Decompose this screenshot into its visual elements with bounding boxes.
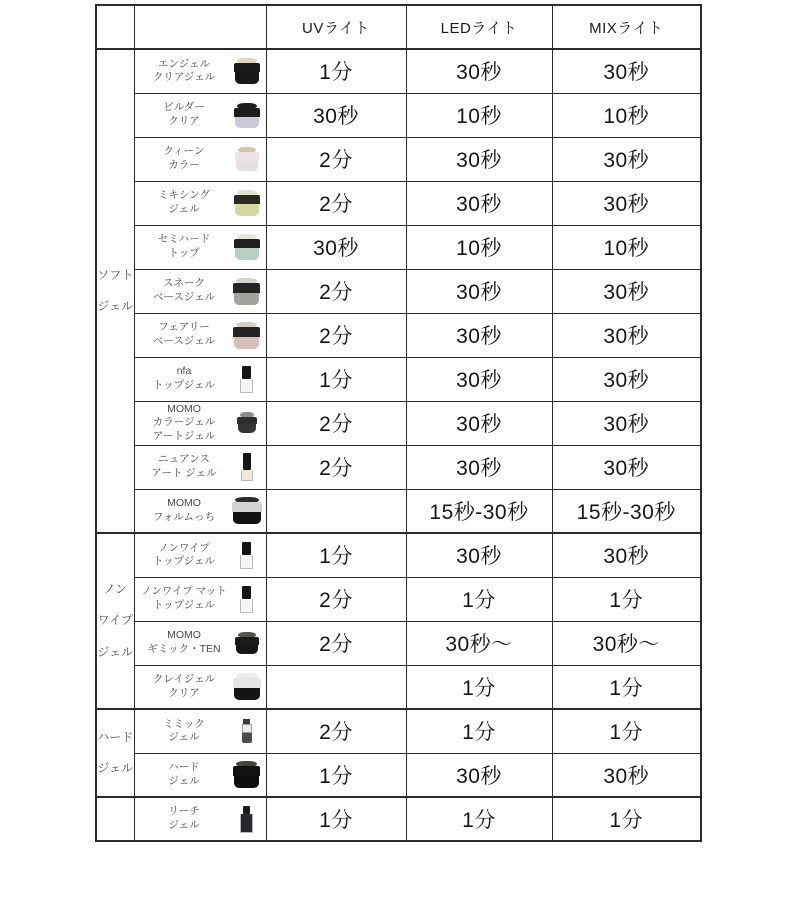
product-name xyxy=(138,189,231,216)
table-row xyxy=(96,797,701,841)
product-name xyxy=(138,365,231,392)
mix-time-cell: 30秒 xyxy=(552,49,701,93)
product-name-line: エンジェル xyxy=(157,57,211,70)
uv-time-cell: 2分 xyxy=(266,137,406,181)
led-time-cell: 10秒 xyxy=(406,93,552,137)
product-cell xyxy=(134,797,266,841)
mix-time-cell: 30秒 xyxy=(552,181,701,225)
mix-time-cell: 1分 xyxy=(552,577,701,621)
product-name-line: セミハード xyxy=(157,233,211,246)
product-cell xyxy=(134,621,266,665)
table-row xyxy=(96,577,701,621)
mix-time-cell: 10秒 xyxy=(552,225,701,269)
product-name-line: クィーン xyxy=(163,145,205,158)
product-name-line: リーチ xyxy=(168,805,200,818)
table-row xyxy=(96,93,701,137)
product-name-line: ジェル xyxy=(168,731,200,744)
product-name xyxy=(138,718,231,745)
table-row xyxy=(96,225,701,269)
momo-gimmick-ten-jar-icon xyxy=(235,632,259,654)
led-time-cell: 30秒 xyxy=(406,49,552,93)
category-cell-2 xyxy=(96,709,134,797)
product-name-line: アートジェル xyxy=(152,429,216,442)
product-icon-wrap xyxy=(231,412,263,433)
product-cell xyxy=(134,225,266,269)
uv-time-cell: 2分 xyxy=(266,181,406,225)
product-cell xyxy=(134,137,266,181)
mix-time-cell: 15秒-30秒 xyxy=(552,489,701,533)
mix-time-cell: 10秒 xyxy=(552,93,701,137)
header-col-mix-light: MIXライト xyxy=(552,5,701,49)
nuance-art-bottle-icon xyxy=(241,453,253,481)
product-name-line: スネーク xyxy=(163,277,205,290)
product-inner xyxy=(138,189,263,216)
uv-time-cell: 2分 xyxy=(266,445,406,489)
builder-clear-jar-icon xyxy=(234,103,260,128)
momo-color-gel-jar-icon xyxy=(237,412,257,433)
category-label-line: ハード xyxy=(97,729,134,744)
led-time-cell: 30秒 xyxy=(406,181,552,225)
uv-time-cell: 1分 xyxy=(266,797,406,841)
table-row xyxy=(96,489,701,533)
uv-time-cell xyxy=(266,489,406,533)
product-icon-wrap xyxy=(231,632,263,654)
product-cell xyxy=(134,489,266,533)
product-name-line: ジェル xyxy=(168,774,200,787)
product-cell xyxy=(134,445,266,489)
category-cell-1 xyxy=(96,533,134,709)
product-cell xyxy=(134,269,266,313)
uv-time-cell: 2分 xyxy=(266,621,406,665)
led-time-cell: 1分 xyxy=(406,709,552,753)
product-name-line: トップジェル xyxy=(152,599,216,611)
product-name-line: ミミック xyxy=(163,717,205,730)
mix-time-cell: 1分 xyxy=(552,709,701,753)
category-label-line: ノン xyxy=(103,582,128,597)
product-icon-wrap xyxy=(231,542,263,569)
nfa-top-bottle-icon xyxy=(240,366,253,393)
nonwipe-top-bottle-icon xyxy=(240,542,253,569)
product-cell xyxy=(134,577,266,621)
mix-time-cell: 1分 xyxy=(552,797,701,841)
hard-gel-jar-icon xyxy=(233,761,260,788)
product-icon-wrap xyxy=(231,278,263,305)
table-row xyxy=(96,137,701,181)
category-label-line: ジェル xyxy=(97,761,134,775)
category-cell-0 xyxy=(96,49,134,533)
product-name xyxy=(138,585,231,612)
mimic-gel-tube-icon xyxy=(242,719,252,743)
product-inner xyxy=(138,233,263,260)
mix-time-cell: 30秒 xyxy=(552,269,701,313)
product-name-line: nfa xyxy=(176,365,192,378)
product-icon-wrap xyxy=(231,806,263,833)
product-name xyxy=(138,233,231,260)
product-inner xyxy=(138,761,263,788)
product-inner xyxy=(138,58,263,85)
product-inner xyxy=(138,542,263,569)
led-time-cell: 30秒 xyxy=(406,401,552,445)
product-inner xyxy=(138,497,263,524)
product-name xyxy=(138,321,231,348)
product-name-line: MOMO xyxy=(167,497,201,510)
product-name-line: MOMO xyxy=(167,402,201,415)
product-inner xyxy=(138,365,263,392)
uv-time-cell xyxy=(266,665,406,709)
led-time-cell: 1分 xyxy=(406,797,552,841)
product-name xyxy=(138,277,231,304)
reach-gel-bottle-icon xyxy=(240,806,253,833)
table-row xyxy=(96,621,701,665)
category-label-line: ソフト xyxy=(97,267,134,282)
semi-hard-top-jar-icon xyxy=(234,234,260,260)
mixing-gel-jar-icon xyxy=(234,190,260,216)
product-name-line: トップジェル xyxy=(152,555,216,568)
product-inner xyxy=(138,453,263,481)
product-name-line: アート ジェル xyxy=(151,467,217,479)
category-label-line: ワイプ xyxy=(97,613,133,628)
mix-time-cell: 30秒 xyxy=(552,445,701,489)
product-inner xyxy=(138,101,263,128)
mix-time-cell: 30秒 xyxy=(552,137,701,181)
product-name xyxy=(138,497,231,524)
uv-time-cell: 1分 xyxy=(266,357,406,401)
curing-time-table-wrap xyxy=(95,4,702,842)
led-time-cell: 15秒-30秒 xyxy=(406,489,552,533)
header-corner-product xyxy=(134,5,266,49)
mix-time-cell: 30秒 xyxy=(552,313,701,357)
product-inner xyxy=(138,277,263,304)
led-time-cell: 30秒 xyxy=(406,313,552,357)
product-name xyxy=(138,58,231,85)
product-name xyxy=(138,761,231,788)
product-name-line: クレイジェル xyxy=(152,673,216,686)
product-icon-wrap xyxy=(231,366,263,393)
mix-time-cell: 30秒 xyxy=(552,533,701,577)
product-inner xyxy=(138,321,263,348)
product-cell xyxy=(134,93,266,137)
product-name-line: トップジェル xyxy=(152,379,216,391)
product-cell xyxy=(134,181,266,225)
product-name-line: ビルダー xyxy=(163,101,205,114)
product-name-line: ニュアンス xyxy=(158,453,210,466)
product-cell xyxy=(134,533,266,577)
product-name-line: ベースジェル xyxy=(152,335,216,347)
product-icon-wrap xyxy=(231,58,263,84)
led-time-cell: 30秒 xyxy=(406,753,552,797)
header-col-led-light: LEDライト xyxy=(406,5,552,49)
product-name-line: ノンワイプ マット xyxy=(141,585,227,598)
product-name-line: ジェル xyxy=(168,203,200,215)
product-name-line: ハード xyxy=(168,761,200,774)
uv-time-cell: 2分 xyxy=(266,269,406,313)
product-name xyxy=(138,542,231,569)
category-cell-3 xyxy=(96,797,134,841)
led-time-cell: 30秒 xyxy=(406,533,552,577)
product-inner xyxy=(138,718,263,745)
table-row xyxy=(96,49,701,93)
nonwipe-matte-top-bottle-icon xyxy=(240,586,253,613)
product-name xyxy=(138,629,231,656)
product-name-line: トップ xyxy=(168,247,200,259)
mix-time-cell: 30秒～ xyxy=(552,621,701,665)
uv-time-cell: 1分 xyxy=(266,533,406,577)
led-time-cell: 1分 xyxy=(406,577,552,621)
product-name xyxy=(138,145,231,172)
table-row xyxy=(96,357,701,401)
product-icon-wrap xyxy=(231,190,263,216)
product-name-line: カラー xyxy=(168,159,200,171)
uv-time-cell: 2分 xyxy=(266,709,406,753)
product-icon-wrap xyxy=(231,147,263,171)
led-time-cell: 30秒 xyxy=(406,445,552,489)
product-name-line: クリアジェル xyxy=(152,71,216,84)
angel-clear-jar-icon xyxy=(234,58,260,84)
mix-time-cell: 30秒 xyxy=(552,753,701,797)
product-name-line: クリア xyxy=(168,686,200,699)
uv-time-cell: 1分 xyxy=(266,49,406,93)
product-inner xyxy=(138,805,263,832)
table-row xyxy=(96,181,701,225)
led-time-cell: 10秒 xyxy=(406,225,552,269)
fairy-base-jar-icon xyxy=(233,322,260,349)
product-name-line: ノンワイプ xyxy=(158,541,210,554)
led-time-cell: 30秒 xyxy=(406,137,552,181)
led-time-cell: 30秒 xyxy=(406,269,552,313)
product-icon-wrap xyxy=(231,719,263,743)
product-inner xyxy=(138,629,263,656)
curing-time-table xyxy=(95,4,702,842)
category-label-line: ジェル xyxy=(97,299,134,313)
product-icon-wrap xyxy=(231,453,263,481)
product-inner xyxy=(138,673,263,700)
category-label-line: ジェル xyxy=(97,644,134,659)
product-name-line: フェアリー xyxy=(158,321,210,334)
led-time-cell: 30秒～ xyxy=(406,621,552,665)
product-icon-wrap xyxy=(231,234,263,260)
product-name xyxy=(138,805,231,832)
snake-base-jar-icon xyxy=(233,278,260,305)
header-col-uv-light: UVライト xyxy=(266,5,406,49)
product-name-line: ギミック・TEN xyxy=(147,643,221,655)
product-name-line: クリア xyxy=(168,115,200,127)
table-row xyxy=(96,445,701,489)
uv-time-cell: 2分 xyxy=(266,577,406,621)
product-cell xyxy=(134,313,266,357)
product-inner xyxy=(138,145,263,172)
uv-time-cell: 2分 xyxy=(266,313,406,357)
table-row xyxy=(96,269,701,313)
product-cell xyxy=(134,709,266,753)
mix-time-cell: 30秒 xyxy=(552,357,701,401)
product-inner xyxy=(138,585,263,612)
product-name-line: フォルムっち xyxy=(152,510,216,523)
table-row xyxy=(96,665,701,709)
product-cell xyxy=(134,357,266,401)
product-name xyxy=(138,453,231,480)
uv-time-cell: 30秒 xyxy=(266,93,406,137)
led-time-cell: 1分 xyxy=(406,665,552,709)
product-cell xyxy=(134,665,266,709)
uv-time-cell: 2分 xyxy=(266,401,406,445)
product-icon-wrap xyxy=(231,761,263,788)
momo-form-jar-icon xyxy=(232,497,262,524)
product-name-line: ジェル xyxy=(168,819,200,831)
table-row xyxy=(96,533,701,577)
product-cell xyxy=(134,401,266,445)
header-row xyxy=(96,5,701,49)
table-row xyxy=(96,753,701,797)
header-corner-category xyxy=(96,5,134,49)
product-name xyxy=(138,101,231,128)
product-name xyxy=(138,403,231,444)
table-row xyxy=(96,313,701,357)
table-row xyxy=(96,401,701,445)
led-time-cell: 30秒 xyxy=(406,357,552,401)
product-icon-wrap xyxy=(231,103,263,128)
product-icon-wrap xyxy=(231,586,263,613)
product-name-line: MOMO xyxy=(167,629,201,642)
queen-color-jar-icon xyxy=(235,147,259,171)
table-body xyxy=(96,49,701,841)
product-icon-wrap xyxy=(231,673,263,700)
mix-time-cell: 1分 xyxy=(552,665,701,709)
mix-time-cell: 30秒 xyxy=(552,401,701,445)
product-inner xyxy=(138,403,263,444)
product-name xyxy=(138,673,231,700)
product-cell xyxy=(134,49,266,93)
product-icon-wrap xyxy=(231,497,263,524)
product-cell xyxy=(134,753,266,797)
product-icon-wrap xyxy=(231,322,263,349)
product-name-line: カラージェル xyxy=(152,416,216,429)
product-name-line: ミキシング xyxy=(158,189,210,202)
table-row xyxy=(96,709,701,753)
clay-gel-clear-jar-icon xyxy=(233,673,261,700)
uv-time-cell: 30秒 xyxy=(266,225,406,269)
product-name-line: ベースジェル xyxy=(152,291,216,303)
uv-time-cell: 1分 xyxy=(266,753,406,797)
